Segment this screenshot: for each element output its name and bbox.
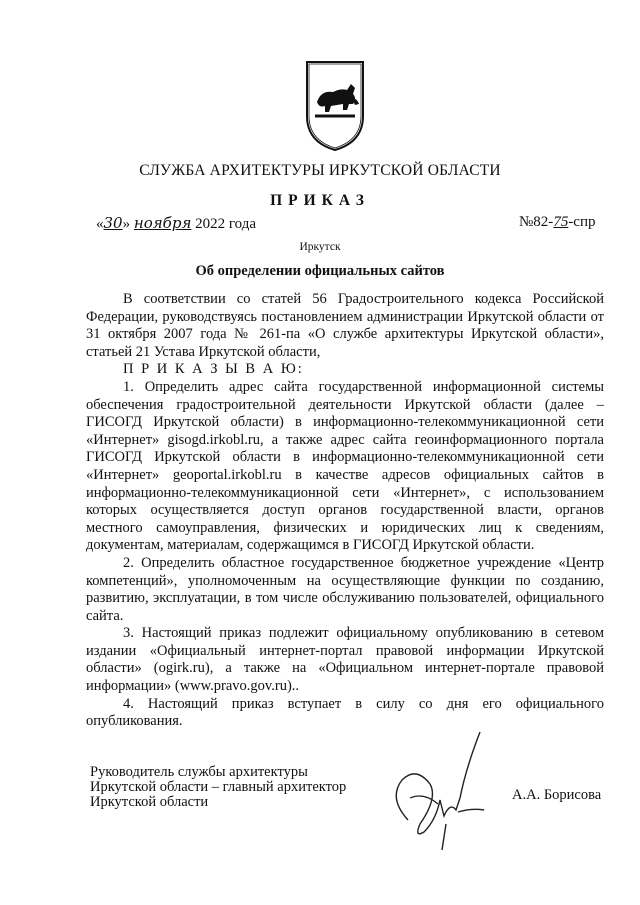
signer-position	[90, 765, 346, 810]
city-name: Иркутск	[299, 241, 341, 253]
date-year: 2022 года	[195, 216, 257, 232]
number-suffix: -спр	[568, 214, 596, 230]
organization-name: СЛУЖБА АРХИТЕКТУРЫ ИРКУТСКОЙ ОБЛАСТИ	[139, 162, 501, 179]
order-number	[519, 214, 596, 231]
order-item: 2. Определить областное государственное бюджетное учреждение «Центр компетенций», уполномоченным на осуществляющие функции по созданию, развитию, эксплуатации, в том числе обслуживанию пользователей, официального сайта.	[86, 554, 604, 624]
order-subject: Об определении официальных сайтов	[195, 263, 445, 279]
order-date	[96, 214, 256, 233]
order-item: 4. Настоящий приказ вступает в силу со дня его официального опубликования.	[86, 695, 604, 730]
number-value: 75	[553, 214, 569, 230]
order-item: 3. Настоящий приказ подлежит официальному опубликованию в сетевом издании «Официальный интернет-портал правовой информации Иркутской области» (ogirk.ru), а также на «Официальном интернет-портале правовой информации» (www.pravo.gov.ru)..	[86, 625, 604, 695]
number-prefix: №82-	[519, 214, 554, 230]
signer-position-line: Руководитель службы архитектуры	[90, 764, 308, 780]
preamble-paragraph: В соответствии со статей 56 Градостроительного кодекса Российской Федерации, руководствуясь постановлением администрации Иркутской области от 31 октября 2007 года № 261-па «О службе архитектуры Иркутской области», статьей 21 Устава Иркутской области,	[86, 291, 604, 360]
signer-position-line: Иркутской области	[90, 794, 209, 810]
date-open-quote: «	[96, 216, 104, 232]
signature-icon	[380, 728, 500, 858]
document-type-title: ПРИКАЗ	[270, 192, 370, 209]
date-close-quote: »	[122, 216, 131, 232]
signer-name: А.А. Борисова	[512, 787, 602, 803]
signer-position-line: Иркутской области – главный архитектор	[90, 779, 347, 795]
order-word: П Р И К А З Ы В А Ю:	[123, 361, 304, 378]
order-body	[86, 291, 604, 731]
order-item: 1. Определить адрес сайта государственной информационной системы обеспечения градостроительной деятельности Иркутской области (далее – ГИСОГД Иркутской области) в информационно-телекоммуникационной сети «Интернет» gisogd.irkobl.ru, а также адрес сайта геоинформационного портала ГИСОГД Иркутской области в информационно-телекоммуникационной сети «Интернет» geoportal.irkobl.ru в качестве адресов официальных сайтов в информационно-телекоммуникационной сети «Интернет», с использованием которых осуществляется доступ органов государственной власти, органов местного самоуправления, физических и юридических лиц к сведениям, документам, материалам, содержащимся в ГИСОГД Иркутской области.	[86, 378, 604, 554]
date-month: ноября	[133, 214, 192, 232]
coat-of-arms-icon	[303, 58, 367, 154]
date-day: 30	[103, 214, 123, 232]
